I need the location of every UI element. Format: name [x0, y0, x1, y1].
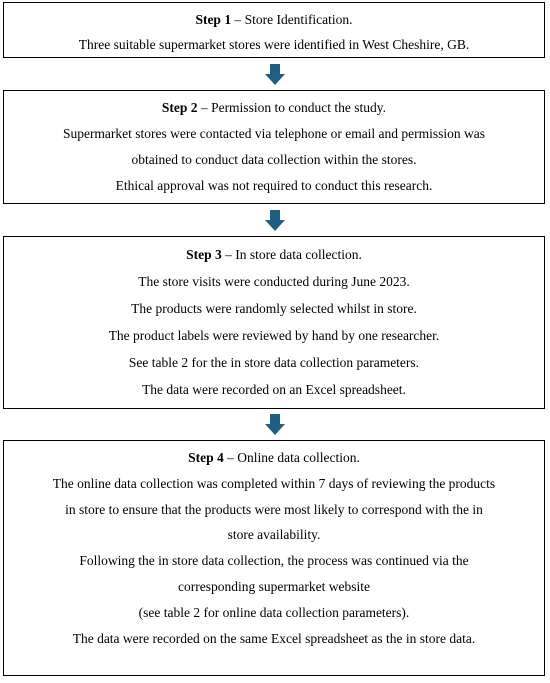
- step-4-title-text: – Online data collection.: [223, 450, 360, 465]
- step-3-line-5: The data were recorded on an Excel spreadsheet.: [142, 382, 406, 397]
- step-3-line-3: The product labels were reviewed by hand by one researcher.: [108, 328, 440, 343]
- step-2-line-3: Ethical approval was not required to conduct this research.: [115, 178, 433, 193]
- step-1-box: [3, 2, 545, 58]
- step-3-line-4: See table 2 for the in store data collection parameters.: [128, 355, 420, 370]
- step-4-line-6: (see table 2 for online data collection parameters).: [138, 604, 410, 620]
- step-4-box: [3, 440, 545, 676]
- step-1-title: [4, 7, 544, 32]
- step-1-heading: Step 1: [195, 12, 232, 27]
- step-2-line-2: obtained to conduct data collection within the stores.: [131, 152, 417, 167]
- step-3-title-text: – In store data collection.: [221, 247, 362, 262]
- down-arrow-icon: [264, 414, 286, 436]
- step-3-line-2: The products were randomly selected whilst in store.: [131, 301, 417, 316]
- down-arrow-icon: [264, 64, 286, 86]
- step-1-line-1: Three suitable supermarket stores were identified in West Cheshire, GB.: [78, 37, 470, 52]
- step-2-line-1: Supermarket stores were contacted via telephone or email and permission was: [62, 126, 486, 141]
- step-4-line-2: in store to ensure that the products were most likely to correspond with the in: [65, 501, 483, 517]
- step-4-line-1: The online data collection was completed within 7 days of reviewing the products: [52, 475, 496, 491]
- step-2-box: [3, 90, 545, 204]
- step-3-line-1: The store visits were conducted during June 2023.: [138, 274, 410, 289]
- step-2-title-text: – Permission to conduct the study.: [197, 100, 387, 115]
- step-4-line-5: corresponding supermarket website: [178, 578, 370, 594]
- step-2-title: [4, 95, 544, 121]
- step-2-heading: Step 2: [161, 100, 198, 115]
- step-4-line-7: The data were recorded on the same Excel spreadsheet as the in store data.: [72, 630, 476, 646]
- step-4-line-3: store availability.: [227, 527, 321, 543]
- step-3-heading: Step 3: [186, 247, 222, 262]
- step-3-title: [4, 241, 544, 268]
- step-4-line-4: Following the in store data collection, the process was continued via the: [79, 553, 469, 569]
- step-3-box: [3, 236, 545, 409]
- down-arrow-icon: [264, 210, 286, 232]
- step-4-title: [4, 445, 544, 471]
- step-1-title-text: – Store Identification.: [231, 12, 353, 27]
- step-4-heading: Step 4: [188, 450, 224, 465]
